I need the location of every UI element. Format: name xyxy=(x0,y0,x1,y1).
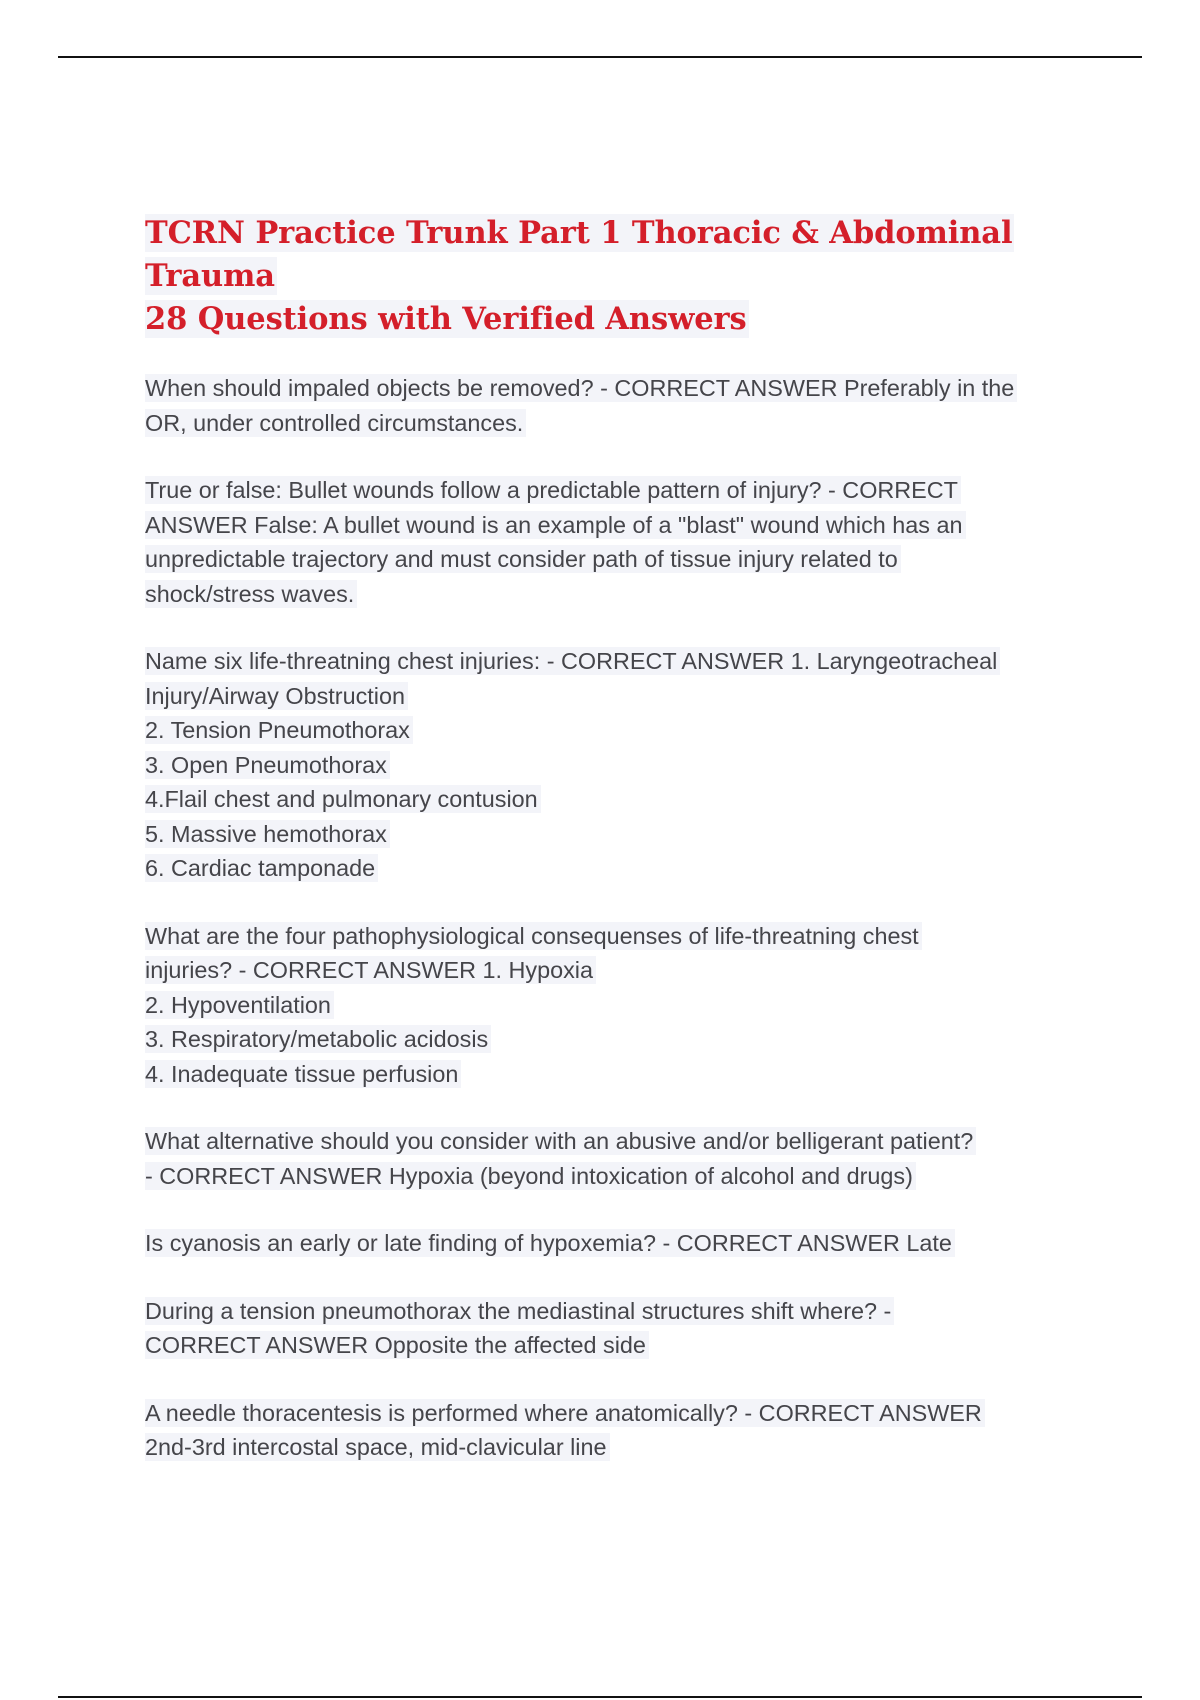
qa-line: OR, under controlled circumstances. xyxy=(145,409,526,437)
qa-line: injuries? - CORRECT ANSWER 1. Hypoxia xyxy=(145,956,596,984)
qa-line: 3. Respiratory/metabolic acidosis xyxy=(145,1025,491,1053)
qa-line: 2. Tension Pneumothorax xyxy=(145,716,413,744)
qa-line: What are the four pathophysiological consequenses of life-threatning chest xyxy=(145,922,922,950)
qa-line: 5. Massive hemothorax xyxy=(145,820,390,848)
document-body xyxy=(145,212,1085,1498)
qa-line: CORRECT ANSWER Opposite the affected side xyxy=(145,1331,649,1359)
qa-line: During a tension pneumothorax the mediastinal structures shift where? - xyxy=(145,1297,894,1325)
qa-line: shock/stress waves. xyxy=(145,580,357,608)
qa-item xyxy=(145,1396,1085,1465)
footer-rule xyxy=(58,1696,1142,1698)
qa-item xyxy=(145,1124,1085,1193)
qa-line: 6. Cardiac tamponade xyxy=(145,854,378,882)
qa-line: 2nd-3rd intercostal space, mid-clavicular line xyxy=(145,1433,610,1461)
qa-line: 4.Flail chest and pulmonary contusion xyxy=(145,785,541,813)
qa-line: What alternative should you consider with an abusive and/or belligerant patient? xyxy=(145,1127,976,1155)
qa-line: 4. Inadequate tissue perfusion xyxy=(145,1060,461,1088)
qa-item xyxy=(145,1294,1085,1363)
qa-line: Injury/Airway Obstruction xyxy=(145,682,408,710)
qa-line: unpredictable trajectory and must consider path of tissue injury related to xyxy=(145,545,901,573)
qa-line: When should impaled objects be removed? - CORRECT ANSWER Preferably in the xyxy=(145,374,1017,402)
title-line-1: TCRN Practice Trunk Part 1 Thoracic & Abdominal Trauma xyxy=(145,215,1013,294)
qa-item xyxy=(145,919,1085,1092)
qa-item xyxy=(145,1226,1085,1261)
qa-line: Name six life-threatning chest injuries: - CORRECT ANSWER 1. Laryngeotracheal xyxy=(145,647,1000,675)
qa-line: 2. Hypoventilation xyxy=(145,991,334,1019)
qa-item xyxy=(145,644,1085,886)
qa-line: True or false: Bullet wounds follow a predictable pattern of injury? - CORRECT xyxy=(145,476,961,504)
qa-item xyxy=(145,473,1085,611)
qa-item xyxy=(145,371,1085,440)
qa-line: - CORRECT ANSWER Hypoxia (beyond intoxication of alcohol and drugs) xyxy=(145,1162,916,1190)
qa-line: ANSWER False: A bullet wound is an example of a "blast" wound which has an xyxy=(145,511,966,539)
qa-line: Is cyanosis an early or late finding of hypoxemia? - CORRECT ANSWER Late xyxy=(145,1229,955,1257)
qa-line: 3. Open Pneumothorax xyxy=(145,751,390,779)
document-title xyxy=(145,212,1085,341)
qa-line: A needle thoracentesis is performed where anatomically? - CORRECT ANSWER xyxy=(145,1399,985,1427)
header-rule xyxy=(58,56,1142,58)
title-line-2: 28 Questions with Verified Answers xyxy=(145,301,747,337)
